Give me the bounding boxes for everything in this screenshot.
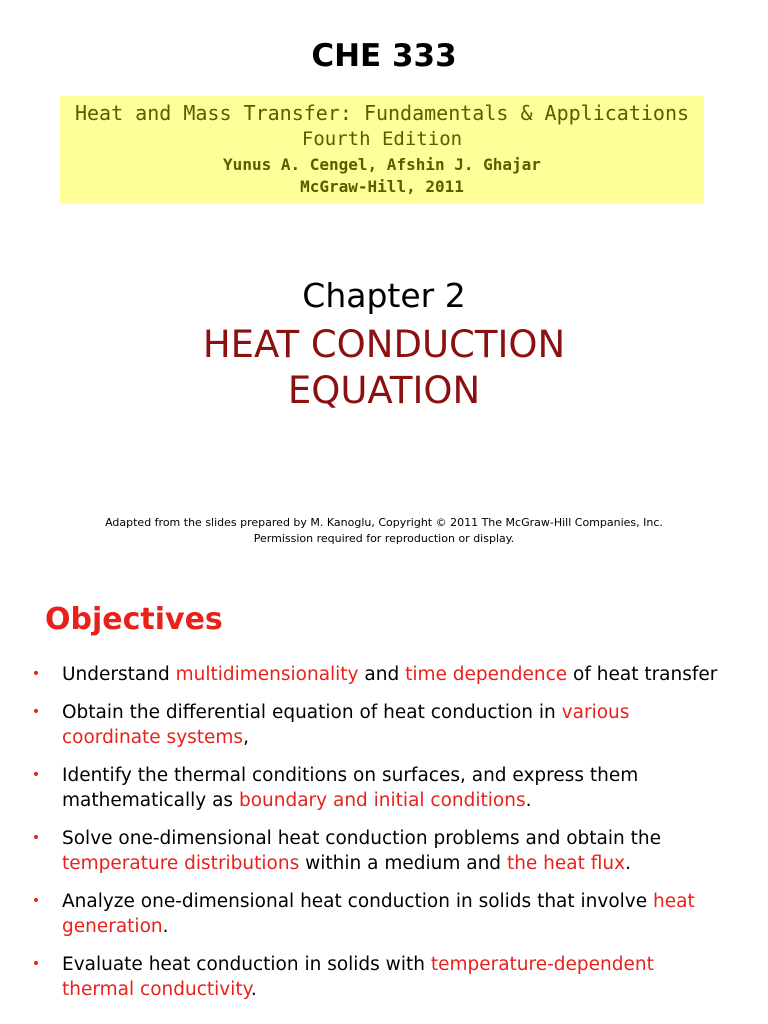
objective-keyword: the heat flux bbox=[506, 853, 626, 874]
course-title: CHE 333 bbox=[311, 38, 457, 74]
objective-text: Understand bbox=[62, 664, 176, 685]
objective-item bbox=[30, 889, 730, 939]
objective-keyword: multidimensionality bbox=[175, 664, 359, 685]
copyright-credit bbox=[0, 515, 768, 547]
bullet-icon: • bbox=[31, 830, 41, 846]
objective-item bbox=[30, 952, 730, 1002]
textbook-info-box bbox=[60, 96, 704, 204]
objective-text: . bbox=[250, 979, 257, 1000]
objective-keyword: boundary and initial conditions bbox=[238, 790, 526, 811]
book-edition: Fourth Edition bbox=[301, 128, 463, 150]
objective-item bbox=[30, 763, 730, 813]
bullet-icon: • bbox=[31, 767, 41, 783]
chapter-title-line-1: HEAT CONDUCTION bbox=[202, 323, 566, 366]
objective-keyword: heat generation bbox=[62, 891, 695, 937]
objective-text: Obtain the differential equation of heat conduction in bbox=[62, 702, 562, 723]
book-title: Heat and Mass Transfer: Fundamentals & Applications bbox=[74, 101, 690, 125]
objective-item bbox=[30, 700, 730, 750]
objectives-list bbox=[30, 662, 730, 1015]
objectives-heading: Objectives bbox=[45, 602, 223, 637]
chapter-number: Chapter 2 bbox=[302, 276, 466, 315]
objective-text: within a medium and bbox=[299, 853, 507, 874]
objective-text: and bbox=[358, 664, 406, 685]
objective-item bbox=[30, 662, 730, 687]
objective-text: Analyze one-dimensional heat conduction in solids that involve bbox=[62, 891, 653, 912]
objective-keyword: various coordinate systems bbox=[62, 702, 630, 748]
objective-text: , bbox=[243, 727, 249, 748]
objective-keyword: temperature distributions bbox=[62, 853, 300, 874]
objective-keyword: temperature-dependent thermal conductivity bbox=[62, 954, 654, 1000]
objective-item bbox=[30, 826, 730, 876]
credit-line-2: Permission required for reproduction or display. bbox=[253, 532, 515, 545]
chapter-title bbox=[0, 322, 768, 414]
credit-line-1: Adapted from the slides prepared by M. Kanoglu, Copyright © 2011 The McGraw-Hill Companies, Inc. bbox=[105, 516, 663, 529]
book-publisher: McGraw-Hill, 2011 bbox=[300, 177, 464, 196]
bullet-icon: • bbox=[31, 704, 41, 720]
bullet-icon: • bbox=[31, 893, 41, 909]
book-authors: Yunus A. Cengel, Afshin J. Ghajar bbox=[223, 155, 541, 174]
bullet-icon: • bbox=[31, 956, 41, 972]
objective-text: of heat transfer bbox=[567, 664, 718, 685]
bullet-icon: • bbox=[31, 666, 41, 682]
objective-text: . bbox=[625, 853, 631, 874]
objective-text: Solve one-dimensional heat conduction problems and obtain the bbox=[62, 828, 661, 849]
objective-text: . bbox=[525, 790, 532, 811]
objective-text: Evaluate heat conduction in solids with bbox=[62, 954, 431, 975]
objective-keyword: time dependence bbox=[405, 664, 568, 685]
objective-text: . bbox=[162, 916, 169, 937]
objective-text: Identify the thermal conditions on surfaces, and express them mathematically as bbox=[62, 765, 639, 811]
chapter-title-line-2: EQUATION bbox=[287, 369, 481, 412]
